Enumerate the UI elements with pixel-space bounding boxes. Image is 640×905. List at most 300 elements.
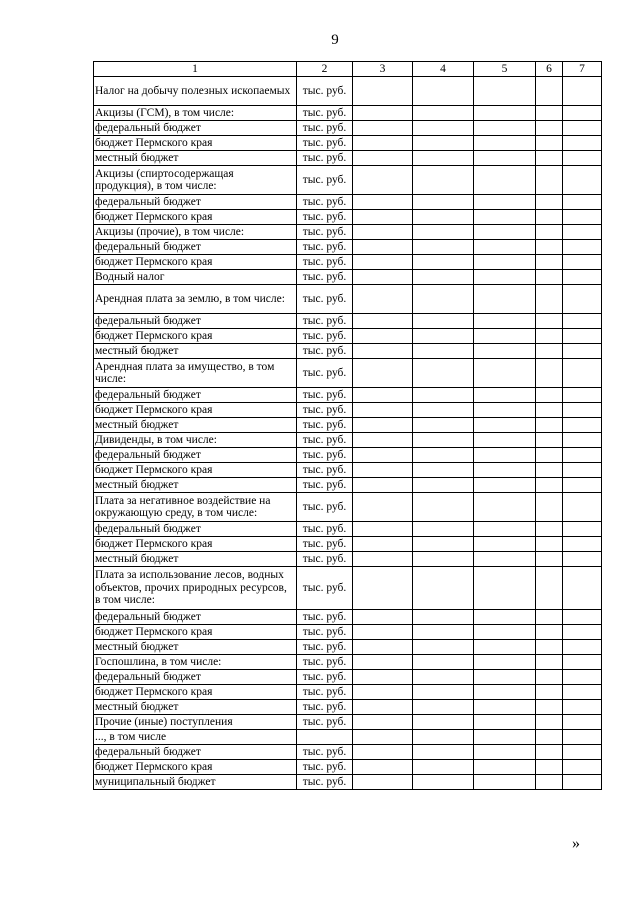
table-row <box>94 285 602 314</box>
table-row <box>94 730 602 745</box>
value-cell-col-3 <box>353 670 413 685</box>
row-label: бюджет Пермского края <box>94 210 297 225</box>
value-cell-col-5 <box>474 745 536 760</box>
value-cell-col-7 <box>563 640 602 655</box>
value-cell-col-7 <box>563 655 602 670</box>
value-cell-col-5 <box>474 388 536 403</box>
value-cell-col-3 <box>353 700 413 715</box>
row-unit: тыс. руб. <box>297 210 353 225</box>
value-cell-col-7 <box>563 225 602 240</box>
column-header-6: 6 <box>536 62 563 77</box>
value-cell-col-6 <box>536 610 563 625</box>
value-cell-col-7 <box>563 730 602 745</box>
column-header-2: 2 <box>297 62 353 77</box>
value-cell-col-3 <box>353 106 413 121</box>
value-cell-col-5 <box>474 478 536 493</box>
value-cell-col-4 <box>413 448 474 463</box>
row-label: Акцизы (спиртосодержащая продукция), в том числе: <box>94 166 297 195</box>
row-label: федеральный бюджет <box>94 314 297 329</box>
value-cell-col-4 <box>413 151 474 166</box>
value-cell-col-4 <box>413 418 474 433</box>
row-label: бюджет Пермского края <box>94 537 297 552</box>
value-cell-col-7 <box>563 552 602 567</box>
value-cell-col-6 <box>536 210 563 225</box>
value-cell-col-6 <box>536 670 563 685</box>
row-unit: тыс. руб. <box>297 745 353 760</box>
value-cell-col-7 <box>563 388 602 403</box>
value-cell-col-5 <box>474 77 536 106</box>
value-cell-col-3 <box>353 388 413 403</box>
table-row <box>94 760 602 775</box>
value-cell-col-4 <box>413 359 474 388</box>
row-label: бюджет Пермского края <box>94 625 297 640</box>
value-cell-col-6 <box>536 775 563 790</box>
value-cell-col-6 <box>536 255 563 270</box>
value-cell-col-7 <box>563 700 602 715</box>
value-cell-col-4 <box>413 77 474 106</box>
row-unit: тыс. руб. <box>297 522 353 537</box>
value-cell-col-5 <box>474 700 536 715</box>
value-cell-col-7 <box>563 106 602 121</box>
value-cell-col-7 <box>563 314 602 329</box>
value-cell-col-3 <box>353 493 413 522</box>
table-row <box>94 448 602 463</box>
page-number: 9 <box>331 32 339 48</box>
value-cell-col-6 <box>536 151 563 166</box>
value-cell-col-4 <box>413 655 474 670</box>
value-cell-col-4 <box>413 225 474 240</box>
column-header-1: 1 <box>94 62 297 77</box>
table-row <box>94 522 602 537</box>
row-label: местный бюджет <box>94 478 297 493</box>
table-row <box>94 225 602 240</box>
value-cell-col-3 <box>353 121 413 136</box>
row-label: Арендная плата за землю, в том числе: <box>94 285 297 314</box>
value-cell-col-6 <box>536 685 563 700</box>
value-cell-col-6 <box>536 448 563 463</box>
row-label: Водный налог <box>94 270 297 285</box>
value-cell-col-3 <box>353 552 413 567</box>
value-cell-col-3 <box>353 285 413 314</box>
row-label: Прочие (иные) поступления <box>94 715 297 730</box>
table-row <box>94 77 602 106</box>
value-cell-col-5 <box>474 775 536 790</box>
value-cell-col-7 <box>563 403 602 418</box>
value-cell-col-4 <box>413 730 474 745</box>
value-cell-col-4 <box>413 670 474 685</box>
value-cell-col-7 <box>563 522 602 537</box>
row-unit: тыс. руб. <box>297 552 353 567</box>
row-label: федеральный бюджет <box>94 448 297 463</box>
value-cell-col-5 <box>474 522 536 537</box>
value-cell-col-5 <box>474 670 536 685</box>
row-unit: тыс. руб. <box>297 166 353 195</box>
value-cell-col-7 <box>563 121 602 136</box>
value-cell-col-4 <box>413 610 474 625</box>
value-cell-col-6 <box>536 314 563 329</box>
row-unit: тыс. руб. <box>297 270 353 285</box>
table-row <box>94 463 602 478</box>
value-cell-col-4 <box>413 388 474 403</box>
value-cell-col-3 <box>353 225 413 240</box>
value-cell-col-3 <box>353 610 413 625</box>
row-label: местный бюджет <box>94 640 297 655</box>
value-cell-col-3 <box>353 418 413 433</box>
row-unit: тыс. руб. <box>297 403 353 418</box>
value-cell-col-3 <box>353 359 413 388</box>
value-cell-col-6 <box>536 121 563 136</box>
row-label: бюджет Пермского края <box>94 136 297 151</box>
value-cell-col-5 <box>474 448 536 463</box>
value-cell-col-6 <box>536 240 563 255</box>
table-row <box>94 121 602 136</box>
table-row <box>94 344 602 359</box>
value-cell-col-5 <box>474 610 536 625</box>
value-cell-col-7 <box>563 433 602 448</box>
value-cell-col-5 <box>474 685 536 700</box>
value-cell-col-7 <box>563 670 602 685</box>
value-cell-col-5 <box>474 433 536 448</box>
value-cell-col-7 <box>563 240 602 255</box>
value-cell-col-6 <box>536 478 563 493</box>
value-cell-col-4 <box>413 195 474 210</box>
row-label: Госпошлина, в том числе: <box>94 655 297 670</box>
column-header-7: 7 <box>563 62 602 77</box>
value-cell-col-6 <box>536 136 563 151</box>
value-cell-col-6 <box>536 106 563 121</box>
value-cell-col-5 <box>474 640 536 655</box>
table-row <box>94 640 602 655</box>
value-cell-col-4 <box>413 314 474 329</box>
value-cell-col-6 <box>536 433 563 448</box>
value-cell-col-5 <box>474 655 536 670</box>
table-header-row <box>94 62 602 77</box>
row-unit: тыс. руб. <box>297 760 353 775</box>
row-unit: тыс. руб. <box>297 610 353 625</box>
row-label: бюджет Пермского края <box>94 255 297 270</box>
column-header-4: 4 <box>413 62 474 77</box>
value-cell-col-4 <box>413 493 474 522</box>
value-cell-col-6 <box>536 625 563 640</box>
row-label: местный бюджет <box>94 151 297 166</box>
row-label: Арендная плата за имущество, в том числе: <box>94 359 297 388</box>
value-cell-col-5 <box>474 418 536 433</box>
row-unit: тыс. руб. <box>297 418 353 433</box>
row-unit: тыс. руб. <box>297 255 353 270</box>
row-unit: тыс. руб. <box>297 359 353 388</box>
value-cell-col-6 <box>536 359 563 388</box>
row-unit: тыс. руб. <box>297 195 353 210</box>
value-cell-col-7 <box>563 685 602 700</box>
table-row <box>94 106 602 121</box>
table-row <box>94 255 602 270</box>
row-label: Плата за негативное воздействие на окружающую среду, в том числе: <box>94 493 297 522</box>
value-cell-col-3 <box>353 151 413 166</box>
value-cell-col-5 <box>474 240 536 255</box>
row-unit: тыс. руб. <box>297 106 353 121</box>
table-row <box>94 359 602 388</box>
value-cell-col-7 <box>563 418 602 433</box>
value-cell-col-4 <box>413 775 474 790</box>
value-cell-col-4 <box>413 270 474 285</box>
closing-quote-mark: » <box>572 835 580 852</box>
value-cell-col-6 <box>536 344 563 359</box>
table-row <box>94 388 602 403</box>
table-row <box>94 210 602 225</box>
value-cell-col-7 <box>563 760 602 775</box>
value-cell-col-4 <box>413 255 474 270</box>
value-cell-col-5 <box>474 730 536 745</box>
row-label: бюджет Пермского края <box>94 760 297 775</box>
value-cell-col-7 <box>563 610 602 625</box>
table-row <box>94 433 602 448</box>
row-unit: тыс. руб. <box>297 715 353 730</box>
value-cell-col-6 <box>536 567 563 610</box>
row-unit: тыс. руб. <box>297 151 353 166</box>
table-row <box>94 195 602 210</box>
value-cell-col-6 <box>536 418 563 433</box>
value-cell-col-4 <box>413 522 474 537</box>
value-cell-col-6 <box>536 537 563 552</box>
row-unit: тыс. руб. <box>297 537 353 552</box>
value-cell-col-7 <box>563 448 602 463</box>
value-cell-col-7 <box>563 329 602 344</box>
table-row <box>94 685 602 700</box>
table-row <box>94 478 602 493</box>
value-cell-col-7 <box>563 255 602 270</box>
value-cell-col-3 <box>353 210 413 225</box>
table-row <box>94 329 602 344</box>
value-cell-col-4 <box>413 715 474 730</box>
row-label: федеральный бюджет <box>94 670 297 685</box>
value-cell-col-6 <box>536 760 563 775</box>
value-cell-col-4 <box>413 329 474 344</box>
row-label: бюджет Пермского края <box>94 403 297 418</box>
value-cell-col-5 <box>474 537 536 552</box>
value-cell-col-4 <box>413 640 474 655</box>
value-cell-col-4 <box>413 403 474 418</box>
value-cell-col-3 <box>353 255 413 270</box>
value-cell-col-7 <box>563 136 602 151</box>
value-cell-col-3 <box>353 760 413 775</box>
value-cell-col-7 <box>563 210 602 225</box>
value-cell-col-7 <box>563 166 602 195</box>
value-cell-col-6 <box>536 715 563 730</box>
value-cell-col-7 <box>563 463 602 478</box>
value-cell-col-5 <box>474 166 536 195</box>
row-label: федеральный бюджет <box>94 745 297 760</box>
row-label: ..., в том числе <box>94 730 297 745</box>
table-row <box>94 151 602 166</box>
value-cell-col-3 <box>353 715 413 730</box>
table-row <box>94 136 602 151</box>
value-cell-col-4 <box>413 700 474 715</box>
value-cell-col-7 <box>563 151 602 166</box>
value-cell-col-4 <box>413 433 474 448</box>
row-label: федеральный бюджет <box>94 610 297 625</box>
value-cell-col-6 <box>536 745 563 760</box>
value-cell-col-5 <box>474 255 536 270</box>
value-cell-col-7 <box>563 715 602 730</box>
row-unit: тыс. руб. <box>297 121 353 136</box>
value-cell-col-4 <box>413 463 474 478</box>
value-cell-col-3 <box>353 478 413 493</box>
row-unit: тыс. руб. <box>297 567 353 610</box>
value-cell-col-5 <box>474 285 536 314</box>
row-label: местный бюджет <box>94 700 297 715</box>
table-row <box>94 314 602 329</box>
value-cell-col-3 <box>353 537 413 552</box>
value-cell-col-6 <box>536 225 563 240</box>
row-label: федеральный бюджет <box>94 195 297 210</box>
value-cell-col-4 <box>413 121 474 136</box>
row-unit: тыс. руб. <box>297 640 353 655</box>
row-unit: тыс. руб. <box>297 388 353 403</box>
row-label: федеральный бюджет <box>94 240 297 255</box>
value-cell-col-6 <box>536 329 563 344</box>
row-label: бюджет Пермского края <box>94 685 297 700</box>
value-cell-col-7 <box>563 195 602 210</box>
value-cell-col-4 <box>413 136 474 151</box>
value-cell-col-6 <box>536 493 563 522</box>
value-cell-col-5 <box>474 344 536 359</box>
value-cell-col-7 <box>563 537 602 552</box>
table-row <box>94 655 602 670</box>
row-label: Плата за использование лесов, водных объектов, прочих природных ресурсов, в том числе: <box>94 567 297 610</box>
row-unit: тыс. руб. <box>297 775 353 790</box>
value-cell-col-5 <box>474 106 536 121</box>
table-row <box>94 403 602 418</box>
value-cell-col-3 <box>353 522 413 537</box>
row-label: муниципальный бюджет <box>94 775 297 790</box>
value-cell-col-6 <box>536 77 563 106</box>
value-cell-col-3 <box>353 625 413 640</box>
row-label: федеральный бюджет <box>94 388 297 403</box>
value-cell-col-3 <box>353 329 413 344</box>
value-cell-col-6 <box>536 730 563 745</box>
row-label: Налог на добычу полезных ископаемых <box>94 77 297 106</box>
value-cell-col-3 <box>353 463 413 478</box>
table-row <box>94 240 602 255</box>
table-row <box>94 745 602 760</box>
table-row <box>94 775 602 790</box>
table-row <box>94 715 602 730</box>
row-unit: тыс. руб. <box>297 448 353 463</box>
value-cell-col-6 <box>536 463 563 478</box>
table-row <box>94 552 602 567</box>
table-row <box>94 670 602 685</box>
value-cell-col-3 <box>353 270 413 285</box>
value-cell-col-5 <box>474 136 536 151</box>
value-cell-col-4 <box>413 760 474 775</box>
row-label: местный бюджет <box>94 344 297 359</box>
value-cell-col-3 <box>353 403 413 418</box>
value-cell-col-4 <box>413 567 474 610</box>
value-cell-col-6 <box>536 166 563 195</box>
row-unit: тыс. руб. <box>297 314 353 329</box>
value-cell-col-6 <box>536 522 563 537</box>
value-cell-col-3 <box>353 567 413 610</box>
value-cell-col-6 <box>536 270 563 285</box>
value-cell-col-6 <box>536 403 563 418</box>
row-unit: тыс. руб. <box>297 700 353 715</box>
value-cell-col-3 <box>353 685 413 700</box>
value-cell-col-5 <box>474 151 536 166</box>
value-cell-col-3 <box>353 433 413 448</box>
value-cell-col-4 <box>413 625 474 640</box>
value-cell-col-3 <box>353 240 413 255</box>
table-row <box>94 610 602 625</box>
value-cell-col-5 <box>474 121 536 136</box>
value-cell-col-4 <box>413 478 474 493</box>
value-cell-col-5 <box>474 270 536 285</box>
row-unit: тыс. руб. <box>297 77 353 106</box>
value-cell-col-4 <box>413 240 474 255</box>
value-cell-col-7 <box>563 77 602 106</box>
value-cell-col-5 <box>474 210 536 225</box>
value-cell-col-7 <box>563 775 602 790</box>
value-cell-col-6 <box>536 700 563 715</box>
value-cell-col-4 <box>413 285 474 314</box>
value-cell-col-3 <box>353 166 413 195</box>
row-unit: тыс. руб. <box>297 344 353 359</box>
row-label: федеральный бюджет <box>94 121 297 136</box>
row-label: федеральный бюджет <box>94 522 297 537</box>
table-row <box>94 270 602 285</box>
table-row <box>94 418 602 433</box>
row-unit: тыс. руб. <box>297 136 353 151</box>
value-cell-col-4 <box>413 552 474 567</box>
value-cell-col-5 <box>474 359 536 388</box>
row-label: Акцизы (ГСМ), в том числе: <box>94 106 297 121</box>
row-unit: тыс. руб. <box>297 240 353 255</box>
row-unit: тыс. руб. <box>297 655 353 670</box>
value-cell-col-5 <box>474 329 536 344</box>
value-cell-col-5 <box>474 195 536 210</box>
value-cell-col-5 <box>474 760 536 775</box>
row-label: Акцизы (прочие), в том числе: <box>94 225 297 240</box>
value-cell-col-3 <box>353 448 413 463</box>
row-unit: тыс. руб. <box>297 670 353 685</box>
value-cell-col-7 <box>563 270 602 285</box>
row-label: местный бюджет <box>94 552 297 567</box>
value-cell-col-3 <box>353 195 413 210</box>
column-header-3: 3 <box>353 62 413 77</box>
table-row <box>94 166 602 195</box>
value-cell-col-6 <box>536 195 563 210</box>
table-body <box>94 77 602 790</box>
value-cell-col-3 <box>353 640 413 655</box>
column-header-5: 5 <box>474 62 536 77</box>
table-row <box>94 493 602 522</box>
value-cell-col-5 <box>474 552 536 567</box>
value-cell-col-6 <box>536 640 563 655</box>
value-cell-col-7 <box>563 478 602 493</box>
value-cell-col-6 <box>536 655 563 670</box>
value-cell-col-7 <box>563 359 602 388</box>
row-unit: тыс. руб. <box>297 685 353 700</box>
value-cell-col-7 <box>563 344 602 359</box>
value-cell-col-4 <box>413 210 474 225</box>
row-unit: тыс. руб. <box>297 225 353 240</box>
value-cell-col-3 <box>353 655 413 670</box>
value-cell-col-3 <box>353 136 413 151</box>
value-cell-col-5 <box>474 715 536 730</box>
value-cell-col-5 <box>474 225 536 240</box>
table-row <box>94 567 602 610</box>
row-unit: тыс. руб. <box>297 625 353 640</box>
value-cell-col-3 <box>353 314 413 329</box>
